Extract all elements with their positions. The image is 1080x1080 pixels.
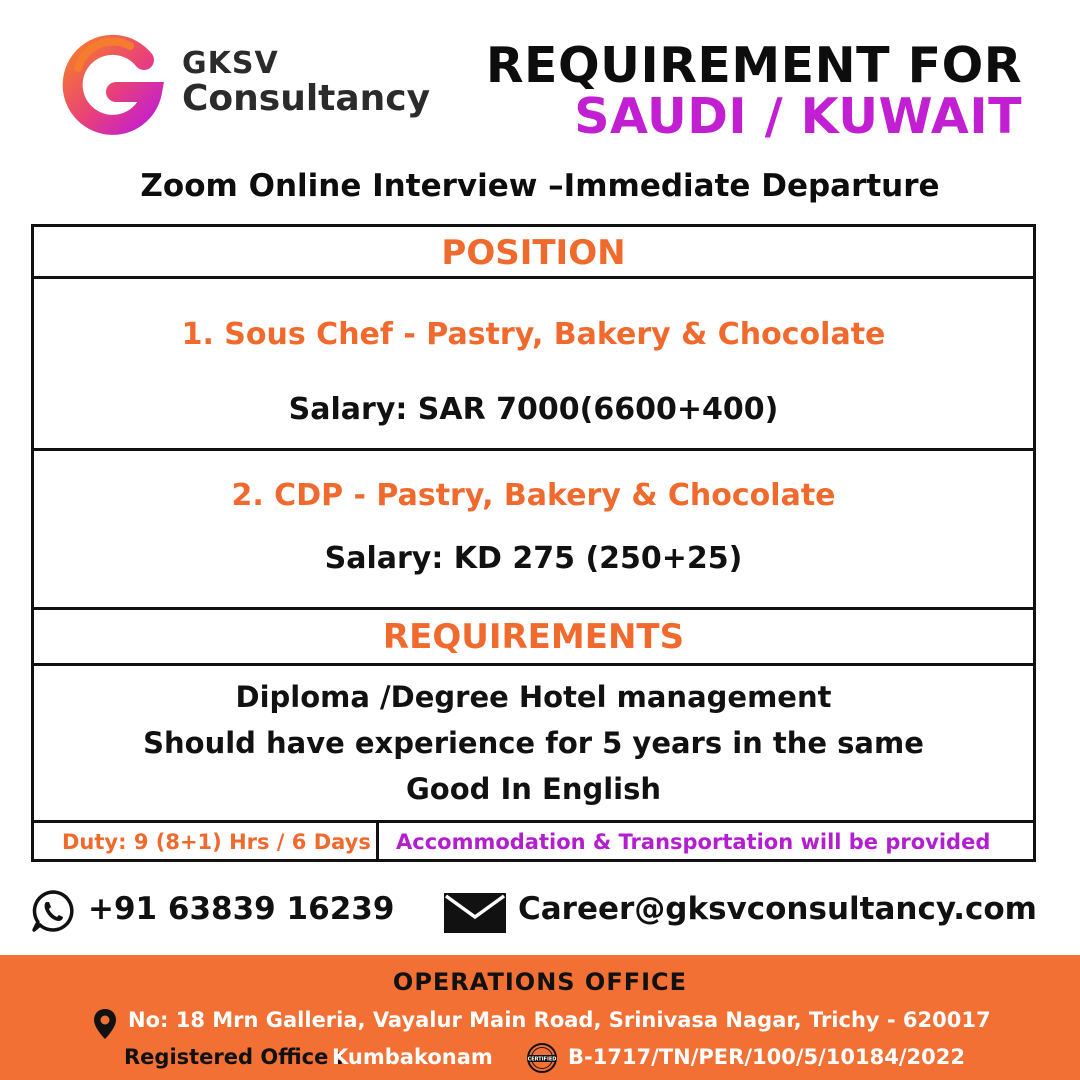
page-title	[485, 37, 1022, 146]
position-2-title: 2. CDP - Pastry, Bakery & Chocolate	[231, 478, 836, 513]
brand-line-1: GKSV	[182, 46, 279, 81]
title-line-1: REQUIREMENT FOR	[485, 37, 1022, 94]
whatsapp-icon	[30, 888, 76, 934]
divider	[34, 820, 1033, 823]
duty-hours: Duty: 9 (8+1) Hrs / 6 Days	[62, 830, 371, 854]
requirement-item: Good In English	[405, 772, 662, 806]
certified-stamp-icon	[526, 1042, 558, 1074]
interview-subtitle: Zoom Online Interview –Immediate Departure	[140, 168, 940, 204]
divider-vertical	[376, 823, 379, 862]
divider	[34, 607, 1033, 610]
position-2-salary: Salary: KD 275 (250+25)	[324, 541, 743, 576]
divider	[34, 448, 1033, 451]
phone-number[interactable]: +91 63839 16239	[88, 891, 395, 927]
g-swoosh-logo	[58, 30, 168, 140]
divider	[34, 276, 1033, 279]
requirement-item: Should have experience for 5 years in the same	[143, 726, 924, 760]
requirements-heading: REQUIREMENTS	[382, 617, 685, 657]
brand-line-2: Consultancy	[182, 78, 431, 120]
divider	[34, 663, 1033, 666]
accommodation-note: Accommodation & Transportation will be provided	[396, 830, 991, 854]
position-heading: POSITION	[441, 233, 626, 273]
title-line-2: SAUDI / KUWAIT	[574, 88, 1022, 146]
registered-office-label: Registered Office :	[124, 1045, 345, 1069]
license-number: B-1717/TN/PER/100/5/10184/2022	[568, 1045, 965, 1069]
svg-text:CERTIFIED: CERTIFIED	[527, 1056, 557, 1063]
requirement-item: Diploma /Degree Hotel management	[235, 680, 832, 714]
brand-name	[182, 48, 430, 119]
envelope-icon	[444, 893, 506, 933]
details-frame	[31, 224, 1036, 862]
position-1-salary: Salary: SAR 7000(6600+400)	[288, 392, 779, 427]
location-pin-icon	[92, 1008, 118, 1040]
email-address[interactable]: Career@gksvconsultancy.com	[518, 891, 1037, 927]
operations-office-heading: OPERATIONS OFFICE	[392, 968, 688, 996]
registered-office-value: Kumbakonam	[332, 1045, 493, 1069]
position-1-title: 1. Sous Chef - Pastry, Bakery & Chocolate	[181, 317, 886, 352]
office-address: No: 18 Mrn Galleria, Vayalur Main Road, Srinivasa Nagar, Trichy - 620017	[128, 1008, 991, 1032]
